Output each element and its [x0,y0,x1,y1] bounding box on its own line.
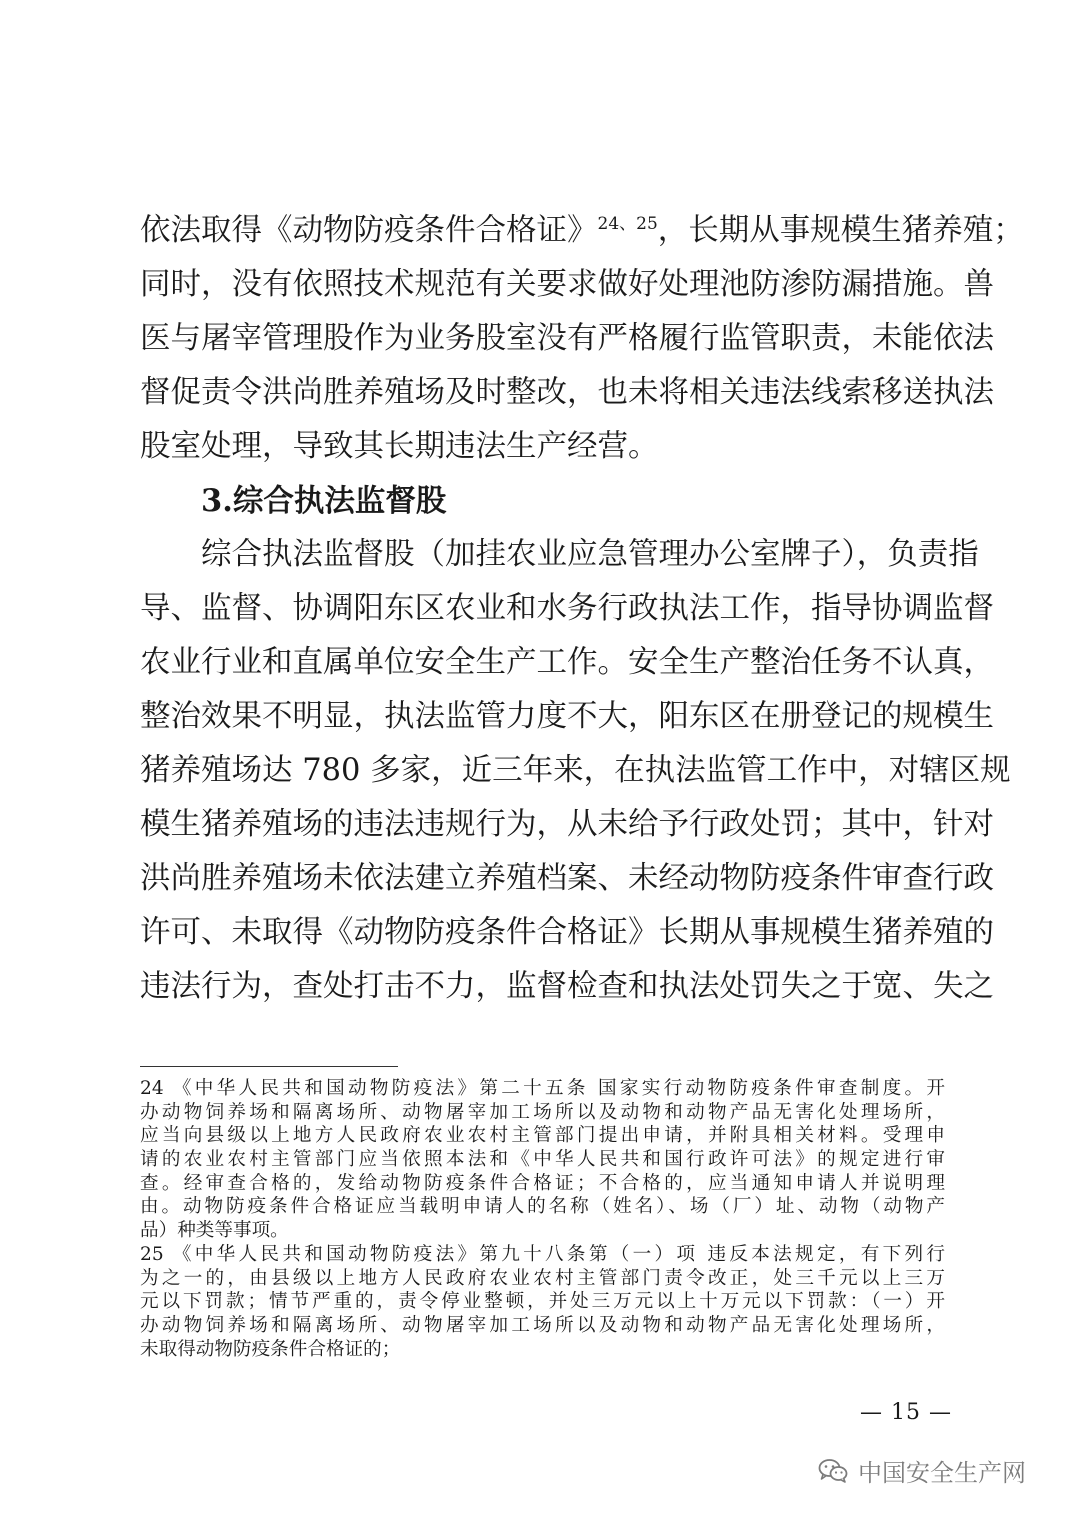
footnote-reference[interactable]: 24、25 [597,213,658,234]
paragraph-line: 督促责令洪尚胜养殖场及时整改，也未将相关违法线索移送执法 [140,375,994,410]
paragraph-line: 综合执法监督股（加挂农业应急管理办公室牌子），负责指 [201,537,979,572]
section-heading: 3.综合执法监督股 [201,483,447,519]
wechat-icon [818,1458,848,1484]
paragraph-line: 猪养殖场达 780 多家，近三年来，在执法监管工作中，对辖区规 [140,753,1011,788]
footnote-line: 24 《中华人民共和国动物防疫法》第二十五条 国家实行动物防疫条件审查制度。开 [140,1078,945,1099]
paragraph-line: 洪尚胜养殖场未依法建立养殖档案、未经动物防疫条件审查行政 [140,861,994,896]
paragraph-line: 模生猪养殖场的违法违规行为，从未给予行政处罚；其中，针对 [140,807,994,842]
footnote-line: 未取得动物防疫条件合格证的； [140,1338,401,1360]
body-text [140,204,1024,1014]
watermark [818,1453,1026,1488]
paragraph-line: 农业行业和直属单位安全生产工作。安全生产整治任务不认真， [140,645,994,680]
footnote-line: 为之一的，由县级以上地方人民政府农业农村主管部门责令改正，处三千元以上三万 [140,1267,945,1289]
footnote-line: 办动物饲养场和隔离场所、动物屠宰加工场所以及动物和动物产品无害化处理场所， [140,1101,945,1123]
footnote-line: 办动物饲养场和隔离场所、动物屠宰加工场所以及动物和动物产品无害化处理场所， [140,1314,945,1336]
paragraph-line: 医与屠宰管理股作为业务股室没有严格履行监管职责，未能依法 [140,321,994,356]
footnote-line: 由。动物防疫条件合格证应当载明申请人的名称（姓名）、场（厂）址、动物（动物产 [140,1196,945,1218]
footnote-line: 应当向县级以上地方人民政府农业农村主管部门提出申请，并附具相关材料。受理申 [140,1125,945,1147]
footnote-25 [140,1243,945,1361]
watermark-text: 中国安全生产网 [858,1459,1026,1487]
line-text: ，长期从事规模生猪养殖； [657,213,1024,248]
footnote-line: 查。经审查合格的，发给动物防疫条件合格证；不合格的，应当通知申请人并说明理 [140,1172,945,1194]
paragraph-line: 股室处理，导致其长期违法生产经营。 [140,429,659,464]
footnote-line: 品）种类等事项。 [140,1220,289,1242]
footnote-24 [140,1077,945,1243]
footnotes [140,1077,945,1361]
line-text: 依法取得《动物防疫条件合格证》 [140,213,598,248]
paragraph-line: 整治效果不明显，执法监管力度不大，阳东区在册登记的规模生 [140,699,994,734]
paragraph-line [140,204,1024,258]
footnote-line: 元以下罚款；情节严重的，责令停业整顿，并处三万元以上十万元以下罚款：（一）开 [140,1291,945,1313]
paragraph-line: 导、监督、协调阳东区农业和水务行政执法工作，指导协调监督 [140,591,994,626]
page-number: — 15 — [860,1400,952,1425]
paragraph-line: 许可、未取得《动物防疫条件合格证》长期从事规模生猪养殖的 [140,915,994,950]
footnote-line: 25 《中华人民共和国动物防疫法》第九十八条第（一）项 违反本法规定，有下列行 [140,1243,945,1265]
paragraph-line: 违法行为，查处打击不力，监督检查和执法处罚失之于宽、失之 [140,969,994,1004]
footnote-line: 请的农业农村主管部门应当依照本法和《中华人民共和国行政许可法》的规定进行审 [140,1149,945,1171]
paragraph-line: 同时，没有依照技术规范有关要求做好处理池防渗防漏措施。兽 [140,267,994,302]
footnote-separator [140,1066,398,1067]
